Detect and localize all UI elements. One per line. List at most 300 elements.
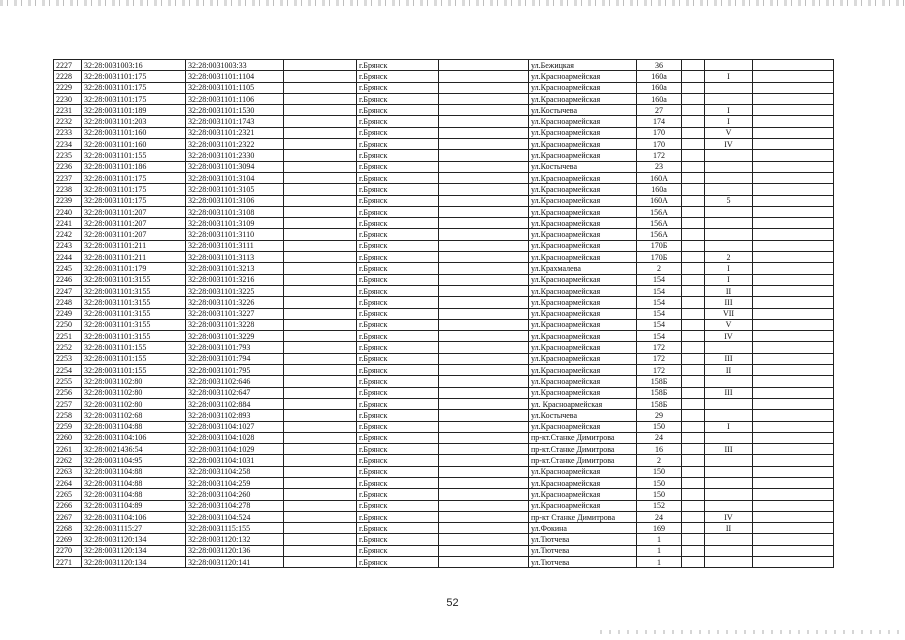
table-row bbox=[54, 557, 834, 568]
cell-object-cadastral: 32:28:0031003:33 bbox=[186, 60, 284, 71]
cell-city: г.Брянск bbox=[357, 398, 439, 409]
cell-city: г.Брянск bbox=[357, 455, 439, 466]
cell-premises: I bbox=[705, 274, 753, 285]
cell-object-cadastral: 32:28:0031101:3111 bbox=[186, 240, 284, 251]
cell-object-cadastral: 32:28:0031101:794 bbox=[186, 353, 284, 364]
cell-city: г.Брянск bbox=[357, 229, 439, 240]
cell-house: 170 bbox=[637, 139, 682, 150]
cell-object-cadastral: 32:28:0031104:258 bbox=[186, 466, 284, 477]
cell-object-cadastral: 32:28:0031101:793 bbox=[186, 342, 284, 353]
cell-empty bbox=[682, 353, 705, 364]
table-row bbox=[54, 229, 834, 240]
cell-object-cadastral: 32:28:0031115:155 bbox=[186, 523, 284, 534]
table-row bbox=[54, 353, 834, 364]
cell-object-cadastral: 32:28:0031104:278 bbox=[186, 500, 284, 511]
cell-house: 154 bbox=[637, 331, 682, 342]
cell-land-cadastral: 32:28:0031102:80 bbox=[82, 387, 186, 398]
cell-city: г.Брянск bbox=[357, 387, 439, 398]
table-row bbox=[54, 285, 834, 296]
cell-city: г.Брянск bbox=[357, 557, 439, 568]
cell-empty bbox=[753, 342, 834, 353]
cell-empty bbox=[439, 206, 529, 217]
cell-city: г.Брянск bbox=[357, 523, 439, 534]
cell-empty bbox=[284, 263, 357, 274]
cell-empty bbox=[753, 444, 834, 455]
cell-empty bbox=[284, 195, 357, 206]
cell-number: 2251 bbox=[54, 331, 82, 342]
cell-empty bbox=[753, 116, 834, 127]
cell-city: г.Брянск bbox=[357, 285, 439, 296]
cell-number: 2229 bbox=[54, 82, 82, 93]
table-row bbox=[54, 466, 834, 477]
table-row bbox=[54, 71, 834, 82]
cell-street: ул.Красноармейская bbox=[529, 297, 637, 308]
cell-premises: II bbox=[705, 523, 753, 534]
cell-house: 2 bbox=[637, 455, 682, 466]
cell-object-cadastral: 32:28:0031101:1743 bbox=[186, 116, 284, 127]
cell-land-cadastral: 32:28:0031101:160 bbox=[82, 127, 186, 138]
cell-land-cadastral: 32:28:0031101:160 bbox=[82, 139, 186, 150]
cell-street: пр-кт.Станке Димитрова bbox=[529, 444, 637, 455]
cell-number: 2261 bbox=[54, 444, 82, 455]
cell-number: 2264 bbox=[54, 477, 82, 488]
cell-empty bbox=[284, 184, 357, 195]
cell-city: г.Брянск bbox=[357, 421, 439, 432]
cell-land-cadastral: 32:28:0031104:88 bbox=[82, 477, 186, 488]
cell-object-cadastral: 32:28:0031102:893 bbox=[186, 410, 284, 421]
cell-empty bbox=[439, 353, 529, 364]
cell-empty bbox=[439, 229, 529, 240]
cell-empty bbox=[682, 172, 705, 183]
page-number: 52 bbox=[446, 597, 459, 609]
cell-land-cadastral: 32:28:0031101:3155 bbox=[82, 274, 186, 285]
cell-street: ул.Красноармейская bbox=[529, 184, 637, 195]
cell-empty bbox=[439, 184, 529, 195]
cell-house: 27 bbox=[637, 105, 682, 116]
cell-land-cadastral: 32:28:0031101:179 bbox=[82, 263, 186, 274]
cell-empty bbox=[753, 206, 834, 217]
cell-object-cadastral: 32:28:0031101:3110 bbox=[186, 229, 284, 240]
scan-edge-top bbox=[0, 0, 905, 6]
cell-empty bbox=[682, 387, 705, 398]
cell-empty bbox=[753, 319, 834, 330]
cell-number: 2255 bbox=[54, 376, 82, 387]
cell-land-cadastral: 32:28:0031101:175 bbox=[82, 195, 186, 206]
cell-empty bbox=[439, 285, 529, 296]
cell-street: пр-кт.Станке Димитрова bbox=[529, 455, 637, 466]
cell-empty bbox=[439, 376, 529, 387]
cell-empty bbox=[682, 342, 705, 353]
cell-empty bbox=[682, 195, 705, 206]
cell-city: г.Брянск bbox=[357, 545, 439, 556]
cell-empty bbox=[682, 557, 705, 568]
cell-empty bbox=[682, 139, 705, 150]
cell-empty bbox=[682, 184, 705, 195]
cell-land-cadastral: 32:28:0031104:95 bbox=[82, 455, 186, 466]
cell-premises bbox=[705, 500, 753, 511]
cell-empty bbox=[284, 71, 357, 82]
cell-empty bbox=[284, 319, 357, 330]
cell-land-cadastral: 32:28:0031120:134 bbox=[82, 557, 186, 568]
cell-house: 160А bbox=[637, 195, 682, 206]
cell-street: ул.Красноармейская bbox=[529, 139, 637, 150]
cell-premises: I bbox=[705, 421, 753, 432]
cell-empty bbox=[753, 297, 834, 308]
cell-empty bbox=[284, 285, 357, 296]
cell-city: г.Брянск bbox=[357, 161, 439, 172]
cell-empty bbox=[439, 557, 529, 568]
cell-empty bbox=[682, 489, 705, 500]
cell-empty bbox=[439, 150, 529, 161]
cell-land-cadastral: 32:28:0031104:89 bbox=[82, 500, 186, 511]
table-row bbox=[54, 342, 834, 353]
cell-number: 2256 bbox=[54, 387, 82, 398]
cell-land-cadastral: 32:28:0031101:203 bbox=[82, 116, 186, 127]
table-row bbox=[54, 387, 834, 398]
cell-city: г.Брянск bbox=[357, 139, 439, 150]
cell-number: 2235 bbox=[54, 150, 82, 161]
cell-object-cadastral: 32:28:0031101:1105 bbox=[186, 82, 284, 93]
cell-empty bbox=[753, 477, 834, 488]
cell-empty bbox=[439, 116, 529, 127]
cell-house: 156А bbox=[637, 218, 682, 229]
cell-number: 2262 bbox=[54, 455, 82, 466]
table-row bbox=[54, 297, 834, 308]
cell-empty bbox=[284, 466, 357, 477]
cell-premises: IV bbox=[705, 511, 753, 522]
cell-number: 2245 bbox=[54, 263, 82, 274]
cell-empty bbox=[284, 274, 357, 285]
cell-city: г.Брянск bbox=[357, 342, 439, 353]
table-row bbox=[54, 60, 834, 71]
cell-number: 2253 bbox=[54, 353, 82, 364]
cell-premises bbox=[705, 229, 753, 240]
cell-empty bbox=[682, 297, 705, 308]
cell-street: ул.Красноармейская bbox=[529, 206, 637, 217]
cell-empty bbox=[439, 410, 529, 421]
cell-empty bbox=[682, 105, 705, 116]
cell-street: ул.Красноармейская bbox=[529, 274, 637, 285]
cell-number: 2263 bbox=[54, 466, 82, 477]
cell-land-cadastral: 32:28:0031104:88 bbox=[82, 466, 186, 477]
cell-premises: V bbox=[705, 127, 753, 138]
cell-number: 2241 bbox=[54, 218, 82, 229]
cell-empty bbox=[284, 444, 357, 455]
cell-empty bbox=[439, 308, 529, 319]
cell-object-cadastral: 32:28:0031101:2321 bbox=[186, 127, 284, 138]
cell-empty bbox=[682, 331, 705, 342]
cell-land-cadastral: 32:28:0031102:80 bbox=[82, 376, 186, 387]
cell-empty bbox=[753, 195, 834, 206]
cell-object-cadastral: 32:28:0031102:647 bbox=[186, 387, 284, 398]
cell-number: 2238 bbox=[54, 184, 82, 195]
cell-premises: III bbox=[705, 297, 753, 308]
cell-empty bbox=[284, 432, 357, 443]
cell-empty bbox=[682, 319, 705, 330]
cell-premises bbox=[705, 534, 753, 545]
cell-empty bbox=[753, 161, 834, 172]
cell-empty bbox=[682, 229, 705, 240]
cell-premises bbox=[705, 376, 753, 387]
cell-street: ул.Костычева bbox=[529, 105, 637, 116]
cell-object-cadastral: 32:28:0031101:2322 bbox=[186, 139, 284, 150]
cell-empty bbox=[753, 139, 834, 150]
cell-house: 24 bbox=[637, 432, 682, 443]
cell-land-cadastral: 32:28:0031101:175 bbox=[82, 82, 186, 93]
cell-empty bbox=[284, 308, 357, 319]
cell-house: 29 bbox=[637, 410, 682, 421]
cell-land-cadastral: 32:28:0031101:175 bbox=[82, 93, 186, 104]
cell-street: пр-кт.Станке Димитрова bbox=[529, 432, 637, 443]
cell-street: ул.Красноармейская bbox=[529, 331, 637, 342]
cell-premises bbox=[705, 172, 753, 183]
cell-empty bbox=[439, 82, 529, 93]
cell-empty bbox=[682, 252, 705, 263]
table-row bbox=[54, 444, 834, 455]
cell-number: 2266 bbox=[54, 500, 82, 511]
cell-empty bbox=[284, 545, 357, 556]
cell-empty bbox=[284, 331, 357, 342]
cell-empty bbox=[284, 206, 357, 217]
cell-empty bbox=[439, 105, 529, 116]
cell-land-cadastral: 32:28:0031104:106 bbox=[82, 511, 186, 522]
cell-street: ул.Красноармейская bbox=[529, 365, 637, 376]
cell-city: г.Брянск bbox=[357, 297, 439, 308]
cell-land-cadastral: 32:28:0021436:54 bbox=[82, 444, 186, 455]
table-row bbox=[54, 150, 834, 161]
cell-number: 2249 bbox=[54, 308, 82, 319]
cell-object-cadastral: 32:28:0031104:260 bbox=[186, 489, 284, 500]
cell-number: 2270 bbox=[54, 545, 82, 556]
cell-premises: VII bbox=[705, 308, 753, 319]
cell-city: г.Брянск bbox=[357, 184, 439, 195]
cell-city: г.Брянск bbox=[357, 150, 439, 161]
table-row bbox=[54, 93, 834, 104]
cell-object-cadastral: 32:28:0031101:3229 bbox=[186, 331, 284, 342]
cell-house: 158Б bbox=[637, 387, 682, 398]
cell-city: г.Брянск bbox=[357, 82, 439, 93]
cell-empty bbox=[753, 285, 834, 296]
cell-street: ул.Тютчева bbox=[529, 534, 637, 545]
cell-street: ул.Красноармейская bbox=[529, 93, 637, 104]
cell-empty bbox=[439, 511, 529, 522]
cell-empty bbox=[284, 398, 357, 409]
cell-premises bbox=[705, 432, 753, 443]
cell-object-cadastral: 32:28:0031120:136 bbox=[186, 545, 284, 556]
table-row bbox=[54, 218, 834, 229]
cell-premises bbox=[705, 60, 753, 71]
cell-street: ул.Красноармейская bbox=[529, 127, 637, 138]
cell-land-cadastral: 32:28:0031101:189 bbox=[82, 105, 186, 116]
cell-street: ул. Красноармейская bbox=[529, 398, 637, 409]
cell-street: ул.Красноармейская bbox=[529, 376, 637, 387]
cell-land-cadastral: 32:28:0031101:186 bbox=[82, 161, 186, 172]
cell-street: ул.Красноармейская bbox=[529, 477, 637, 488]
cell-empty bbox=[284, 455, 357, 466]
cell-land-cadastral: 32:28:0031101:175 bbox=[82, 71, 186, 82]
cell-premises: II bbox=[705, 285, 753, 296]
cell-land-cadastral: 32:28:0031101:155 bbox=[82, 150, 186, 161]
cell-house: 150 bbox=[637, 489, 682, 500]
cell-empty bbox=[682, 60, 705, 71]
cell-city: г.Брянск bbox=[357, 319, 439, 330]
cell-empty bbox=[682, 150, 705, 161]
cell-number: 2259 bbox=[54, 421, 82, 432]
cell-empty bbox=[753, 466, 834, 477]
cell-premises bbox=[705, 545, 753, 556]
cell-premises bbox=[705, 82, 753, 93]
cell-empty bbox=[439, 545, 529, 556]
table-row bbox=[54, 421, 834, 432]
cell-empty bbox=[753, 534, 834, 545]
cell-object-cadastral: 32:28:0031101:1530 bbox=[186, 105, 284, 116]
cell-land-cadastral: 32:28:0031101:211 bbox=[82, 252, 186, 263]
cell-number: 2233 bbox=[54, 127, 82, 138]
cell-premises bbox=[705, 150, 753, 161]
cell-street: ул.Красноармейская bbox=[529, 150, 637, 161]
cell-object-cadastral: 32:28:0031101:3106 bbox=[186, 195, 284, 206]
cell-premises bbox=[705, 398, 753, 409]
cell-empty bbox=[753, 500, 834, 511]
cell-house: 170Б bbox=[637, 240, 682, 251]
cell-street: ул.Костычева bbox=[529, 410, 637, 421]
cell-empty bbox=[439, 252, 529, 263]
cell-street: ул.Красноармейская bbox=[529, 466, 637, 477]
cell-object-cadastral: 32:28:0031104:524 bbox=[186, 511, 284, 522]
cell-house: 16 bbox=[637, 444, 682, 455]
cell-empty bbox=[753, 71, 834, 82]
cell-city: г.Брянск bbox=[357, 127, 439, 138]
table-row bbox=[54, 477, 834, 488]
cell-house: 160а bbox=[637, 82, 682, 93]
cell-number: 2230 bbox=[54, 93, 82, 104]
cell-empty bbox=[753, 229, 834, 240]
cell-object-cadastral: 32:28:0031101:3216 bbox=[186, 274, 284, 285]
cell-empty bbox=[682, 240, 705, 251]
cell-empty bbox=[682, 398, 705, 409]
cell-number: 2239 bbox=[54, 195, 82, 206]
table-row bbox=[54, 263, 834, 274]
cell-empty bbox=[439, 534, 529, 545]
cell-city: г.Брянск bbox=[357, 365, 439, 376]
cell-land-cadastral: 32:28:0031115:27 bbox=[82, 523, 186, 534]
cell-city: г.Брянск bbox=[357, 489, 439, 500]
cell-premises bbox=[705, 93, 753, 104]
cell-number: 2257 bbox=[54, 398, 82, 409]
cell-empty bbox=[284, 172, 357, 183]
cell-empty bbox=[682, 511, 705, 522]
cell-number: 2244 bbox=[54, 252, 82, 263]
cell-empty bbox=[284, 116, 357, 127]
cell-empty bbox=[682, 263, 705, 274]
cell-city: г.Брянск bbox=[357, 240, 439, 251]
cell-premises: II bbox=[705, 365, 753, 376]
cell-premises bbox=[705, 218, 753, 229]
cell-empty bbox=[753, 398, 834, 409]
cell-object-cadastral: 32:28:0031104:1028 bbox=[186, 432, 284, 443]
cell-number: 2228 bbox=[54, 71, 82, 82]
cell-premises bbox=[705, 184, 753, 195]
cell-empty bbox=[439, 523, 529, 534]
cell-house: 1 bbox=[637, 534, 682, 545]
cell-object-cadastral: 32:28:0031101:3113 bbox=[186, 252, 284, 263]
cell-number: 2250 bbox=[54, 319, 82, 330]
cell-empty bbox=[439, 139, 529, 150]
cell-empty bbox=[284, 252, 357, 263]
cell-empty bbox=[439, 342, 529, 353]
cell-empty bbox=[439, 432, 529, 443]
cell-land-cadastral: 32:28:0031003:16 bbox=[82, 60, 186, 71]
cell-house: 36 bbox=[637, 60, 682, 71]
cell-house: 172 bbox=[637, 150, 682, 161]
cell-number: 2243 bbox=[54, 240, 82, 251]
table-row bbox=[54, 523, 834, 534]
cell-object-cadastral: 32:28:0031101:3226 bbox=[186, 297, 284, 308]
table-row bbox=[54, 489, 834, 500]
table-row bbox=[54, 432, 834, 443]
cell-premises: I bbox=[705, 105, 753, 116]
cell-empty bbox=[682, 444, 705, 455]
cell-house: 172 bbox=[637, 365, 682, 376]
cell-empty bbox=[439, 398, 529, 409]
cell-empty bbox=[439, 319, 529, 330]
cell-empty bbox=[439, 297, 529, 308]
cell-object-cadastral: 32:28:0031101:3094 bbox=[186, 161, 284, 172]
cell-empty bbox=[284, 218, 357, 229]
cell-land-cadastral: 32:28:0031101:3155 bbox=[82, 331, 186, 342]
table-row bbox=[54, 195, 834, 206]
cell-empty bbox=[682, 161, 705, 172]
cell-object-cadastral: 32:28:0031102:884 bbox=[186, 398, 284, 409]
cell-empty bbox=[284, 477, 357, 488]
cell-street: ул.Фокина bbox=[529, 523, 637, 534]
cell-land-cadastral: 32:28:0031101:3155 bbox=[82, 285, 186, 296]
cell-object-cadastral: 32:28:0031101:1106 bbox=[186, 93, 284, 104]
cell-empty bbox=[439, 127, 529, 138]
cell-land-cadastral: 32:28:0031102:68 bbox=[82, 410, 186, 421]
cell-object-cadastral: 32:28:0031101:3213 bbox=[186, 263, 284, 274]
cell-empty bbox=[439, 71, 529, 82]
cell-empty bbox=[284, 365, 357, 376]
cell-house: 169 bbox=[637, 523, 682, 534]
cell-empty bbox=[284, 161, 357, 172]
cell-house: 1 bbox=[637, 557, 682, 568]
cell-premises bbox=[705, 477, 753, 488]
cell-empty bbox=[682, 466, 705, 477]
cell-land-cadastral: 32:28:0031120:134 bbox=[82, 534, 186, 545]
cell-street: ул.Красноармейская bbox=[529, 71, 637, 82]
cell-premises: III bbox=[705, 353, 753, 364]
cell-empty bbox=[753, 274, 834, 285]
cell-house: 170 bbox=[637, 127, 682, 138]
cell-number: 2231 bbox=[54, 105, 82, 116]
cell-premises: IV bbox=[705, 139, 753, 150]
cell-empty bbox=[682, 218, 705, 229]
cell-premises: I bbox=[705, 71, 753, 82]
cell-empty bbox=[682, 432, 705, 443]
table-row bbox=[54, 500, 834, 511]
cell-empty bbox=[284, 534, 357, 545]
cell-number: 2268 bbox=[54, 523, 82, 534]
table-row bbox=[54, 398, 834, 409]
cell-street: ул.Красноармейская bbox=[529, 421, 637, 432]
cell-empty bbox=[284, 240, 357, 251]
cell-premises: III bbox=[705, 444, 753, 455]
cell-street: ул.Бежицкая bbox=[529, 60, 637, 71]
cell-premises bbox=[705, 240, 753, 251]
cell-house: 174 bbox=[637, 116, 682, 127]
cell-empty bbox=[439, 218, 529, 229]
